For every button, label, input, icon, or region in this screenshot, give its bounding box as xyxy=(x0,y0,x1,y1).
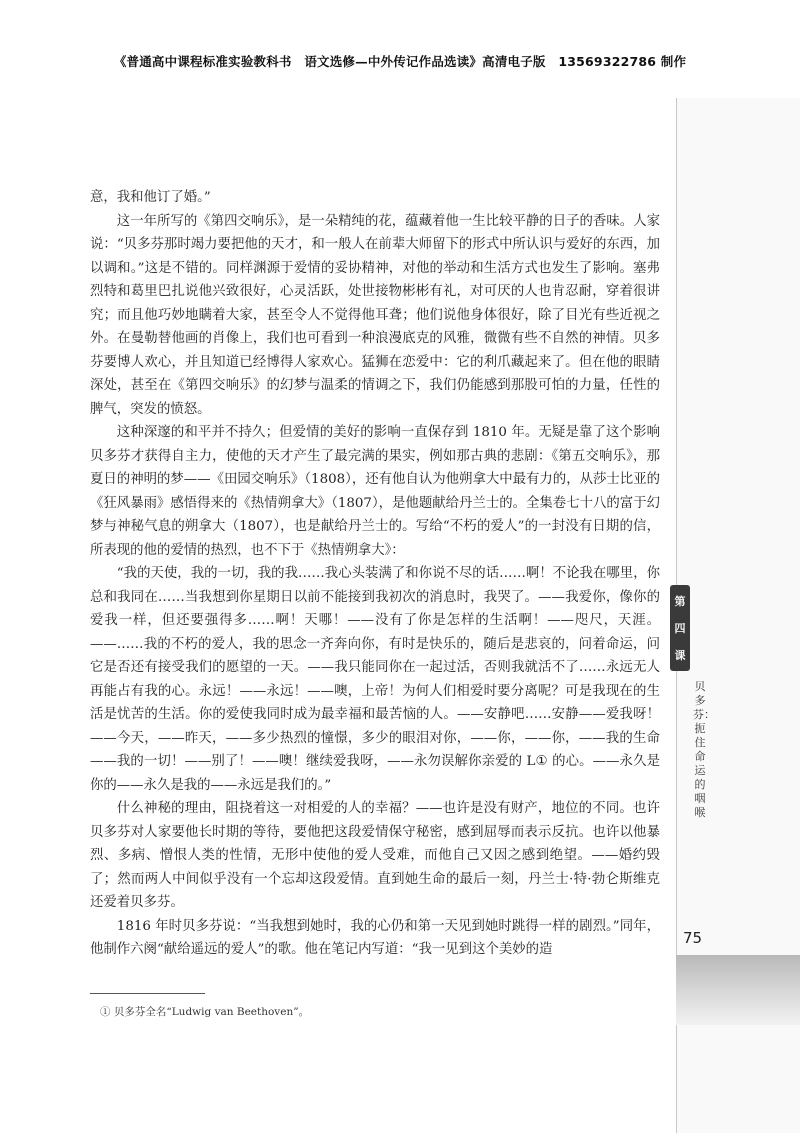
lesson-title: 贝多芬：扼住命运的咽喉 xyxy=(693,680,715,819)
paragraph: 这种深邃的和平并不持久；但爱情的美好的影响一直保存到 1810 年。无疑是靠了这个影响贝多芬才获得自主力，使他的天才产生了最完满的果实，例如那古典的悲剧：《第五交响乐》，那夏日的神明的梦——《田园交响乐》（1808），还有他自认为他朔拿大中最有力的，从莎士比亚的《狂风暴雨》感悟得来的《热情朔拿大》（1807），是他题献给丹兰士的。全集卷七十八的富于幻梦与神秘气息的朔拿大（1807），也是献给丹兰士的。写给“不朽的爱人”的一封没有日期的信，所表现的他的爱情的热烈，也不下于《热情朔拿大》： xyxy=(90,425,660,558)
page-tab xyxy=(676,955,800,1025)
paragraph: 这一年所写的《第四交响乐》，是一朵精纯的花，蕴藏着他一生比较平静的日子的香味。人家说：“贝多芬那时竭力要把他的天才，和一般人在前辈大师留下的形式中所认识与爱好的东西，加以调和。”这是不错的。同样渊源于爱情的妥协精神，对他的举动和生活方式也发生了影响。塞弗烈特和葛里巴扎说他兴致很好，心灵活跃，处世接物彬彬有礼，对可厌的人也肯忍耐，穿着很讲究；而且他巧妙地瞒着大家，甚至令人不觉得他耳聋；他们说他身体很好，除了目光有些近视之外。在曼勒替他画的肖像上，我们也可看到一种浪漫底克的风雅，微微有些不自然的神情。贝多芬要博人欢心，并且知道已经博得人家欢心。猛狮在恋爱中：它的利爪藏起来了。但在他的眼睛深处，甚至在《第四交响乐》的幻梦与温柔的情调之下，我们仍能感到那股可怕的力量，任性的脾气，突发的愤怒。 xyxy=(90,213,660,417)
letter-quote: “我的天使，我的一切，我的我……我心头装满了和你说不尽的话……啊！不论我在哪里，你总和我同在……当我想到你星期日以前不能接到我初次的消息时，我哭了。——我爱你，像你的爱我一样，但还要强得多……啊！天哪！——没有了你是怎样的生活啊！——咫尺，天涯。——……我的不朽的爱人，我的思念一齐奔向你，有时是快乐的，随后是悲哀的，问着命运，问它是否还有接受我们的愿望的一天。——我只能同你在一起过活，否则我就活不了……永远无人再能占有我的心。永远！——永远！——噢，上帝！为何人们相爱时要分离呢？可是我现在的生活是忧苦的生活。你的爱使我同时成为最幸福和最苦恼的人。——安静吧……安静——爱我呀！——今天，——昨天，——多少热烈的憧憬，多少的眼泪对你，——你，——你，——我的生命——我的一切！——别了！——噢！继续爱我呀，——永勿误解你亲爱的 L① 的心。——永久是你的——永久是我的——永远是我们的。” xyxy=(90,566,660,793)
footnote: ① 贝多芬全名“Ludwig van Beethoven”。 xyxy=(100,1006,310,1018)
lesson-badge-char: 四 xyxy=(674,621,686,635)
paragraph: 什么神秘的理由，阻挠着这一对相爱的人的幸福？——也许是没有财产，地位的不同。也许贝多芬对人家要他长时期的等待，要他把这段爱情保守秘密，感到屈辱而表示反抗。也许以他暴烈、多病、憎恨人类的性情，无形中使他的爱人受难，而他自己又因之感到绝望。——婚约毁了；然而两人中间似乎没有一个忘却这段爱情。直到她生命的最后一刻，丹兰士·特·勃仑斯维克还爱着贝多芬。 xyxy=(90,801,660,910)
paragraph: 1816 年时贝多芬说：“当我想到她时，我的心仍和第一天见到她时跳得一样的剧烈。”同年，他制作六阕“献给遥远的爱人”的歌。他在笔记内写道：“我一见到这个美妙的造 xyxy=(90,918,660,957)
page-header: 《普通高中课程标准实验教科书 语文选修—中外传记作品选读》高清电子版 13569322786 制作 xyxy=(113,54,687,69)
lesson-badge-char: 第 xyxy=(674,595,686,609)
lesson-badge-char: 课 xyxy=(674,648,686,662)
paragraph: 意，我和他订了婚。” xyxy=(90,190,211,205)
body-text xyxy=(90,186,660,962)
lesson-badge xyxy=(670,585,690,671)
footnote-divider xyxy=(90,993,205,994)
page-number: 75 xyxy=(683,929,703,947)
